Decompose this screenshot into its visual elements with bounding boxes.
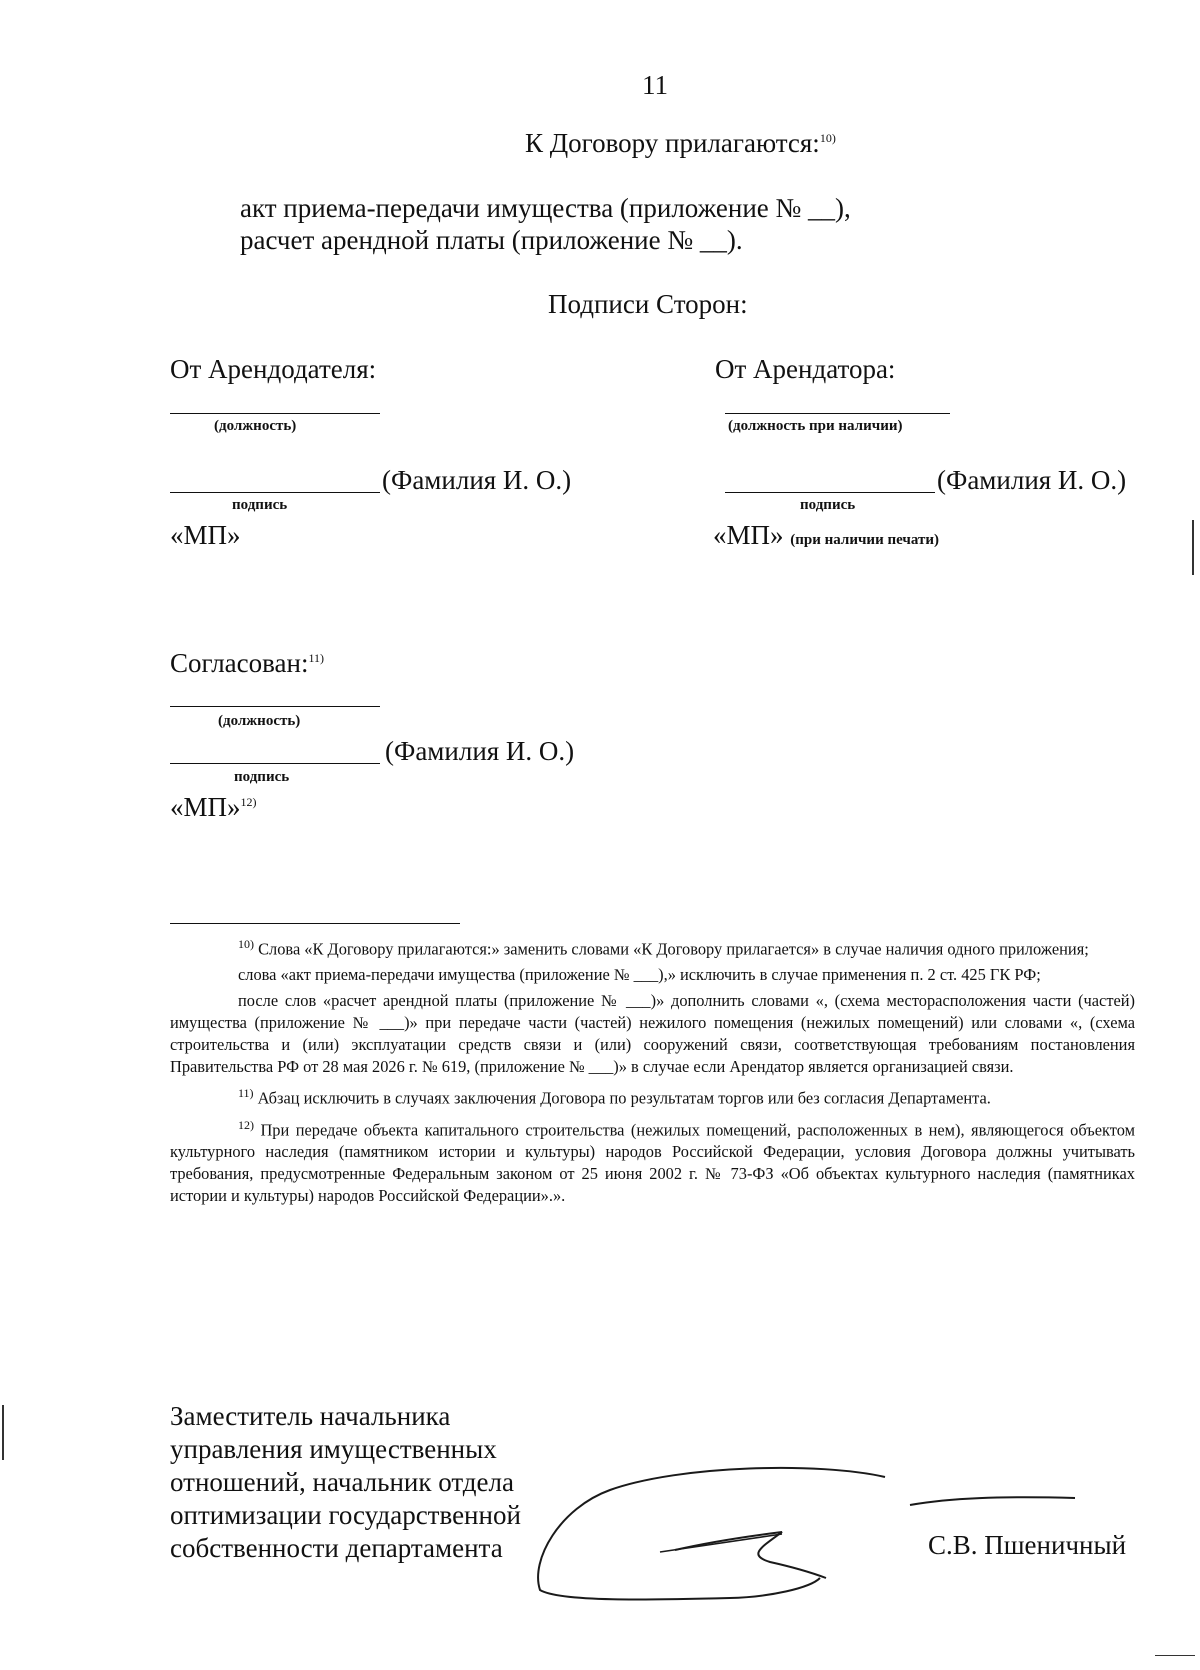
- attachments-heading-text: К Договору прилагаются:: [525, 128, 820, 158]
- tenant-position-line: [725, 413, 950, 414]
- landlord-seal: «МП»: [170, 520, 241, 550]
- landlord-signature-line: [170, 492, 380, 493]
- page-number: 11: [642, 70, 668, 100]
- approval-label-block: [170, 648, 324, 679]
- footnote-text: слова «акт приема-передачи имущества (приложение № ___),» исключить в случае применения п. 2 ст. 425 ГК РФ;: [238, 965, 1041, 985]
- tenant-position-caption: (должность при наличии): [728, 418, 903, 434]
- attachment-item-1: акт приема-передачи имущества (приложение № __),: [240, 193, 851, 223]
- approval-label: Согласован:: [170, 648, 309, 678]
- landlord-position-line: [170, 413, 380, 414]
- signatures-heading: Подписи Сторон:: [548, 289, 748, 319]
- attachment-item-2: расчет арендной платы (приложение № __).: [240, 225, 743, 255]
- signer-title-line: Заместитель начальника: [170, 1401, 451, 1431]
- tenant-name-label: (Фамилия И. О.): [937, 465, 1127, 495]
- tenant-seal: «МП»: [713, 520, 784, 550]
- signer-name: С.В. Пшеничный: [928, 1530, 1127, 1560]
- approval-signature-caption: подпись: [234, 769, 290, 785]
- approval-name-label: (Фамилия И. О.): [385, 736, 575, 766]
- approval-position-line: [170, 706, 380, 707]
- footnote-text: после слов «расчет арендной платы (приложение № ___)» дополнить словами «, (схема месторасположения части (частей) имущества (приложение № ___)» при передаче части (частей) нежилого помещения (нежилых помещений) или словами «, (схема строительства и (или) эксплуатации средств связи и (или) сооружений связи, соответствующая требованиям постановления Правительства РФ от 28 мая 2026 г. № 619, (приложение № ___)» в случае если Арендатор является организацией связи.: [170, 991, 1135, 1077]
- footnote-text: Слова «К Договору прилагаются:» заменить словами «К Договору прилагается» в случае наличия одного приложения;: [258, 939, 1089, 959]
- tenant-seal-note: (при наличии печати): [790, 532, 939, 548]
- footnote-separator: [170, 923, 460, 924]
- footnote-ref-12: 12): [240, 795, 257, 809]
- footnote-11: [170, 1082, 1135, 1109]
- scan-artifact: [2, 1405, 4, 1460]
- footnote-10: [170, 933, 1135, 960]
- footnote-ref-10: 10): [819, 131, 836, 145]
- tenant-seal-block: [713, 520, 939, 551]
- footnote-10-continued-2: [170, 990, 1135, 1078]
- approval-position-caption: (должность): [218, 713, 301, 729]
- footnote-marker: 11): [238, 1086, 254, 1101]
- footnote-marker: 12): [238, 1117, 254, 1132]
- tenant-signature-caption: подпись: [800, 497, 856, 513]
- signer-title-line: отношений, начальник отдела: [170, 1467, 514, 1497]
- footnote-12: [170, 1114, 1135, 1207]
- tenant-label: От Арендатора:: [715, 354, 896, 384]
- approval-signature-line: [170, 763, 380, 764]
- landlord-label: От Арендодателя:: [170, 354, 377, 384]
- signer-title-line: оптимизации государственной: [170, 1500, 521, 1530]
- landlord-signature-caption: подпись: [232, 497, 288, 513]
- attachments-heading: [525, 128, 836, 159]
- footnote-text: Абзац исключить в случаях заключения Договора по результатам торгов или без согласия Департамента.: [257, 1088, 991, 1108]
- footnote-ref-11: 11): [308, 651, 325, 665]
- signer-title-line: собственности департамента: [170, 1533, 503, 1563]
- scan-artifact: [1155, 1655, 1195, 1656]
- footnotes: [170, 933, 1135, 1211]
- scan-artifact: [1192, 520, 1194, 575]
- approval-seal: «МП»: [170, 792, 241, 822]
- approval-seal-block: [170, 792, 257, 823]
- landlord-name-label: (Фамилия И. О.): [382, 465, 572, 495]
- signer-title-line: управления имущественных: [170, 1434, 497, 1464]
- landlord-position-caption: (должность): [214, 418, 297, 434]
- tenant-signature-line: [725, 492, 935, 493]
- footnote-10-continued-1: [170, 964, 1135, 986]
- signer-title: [170, 1400, 521, 1565]
- footnote-marker: 10): [238, 937, 254, 951]
- footnote-text: При передаче объекта капитального строительства (нежилых помещений, расположенных в нем), являющегося объектом культурного наследия (памятником истории и культуры) народов Российской Федерации, условия Договора должны учитывать требования, предусмотренные Федеральным законом от 25 июня 2002 г. № 73-ФЗ «Об объектах культурного наследия (памятниках истории и культуры) народов Российской Федерации».».: [170, 1120, 1135, 1206]
